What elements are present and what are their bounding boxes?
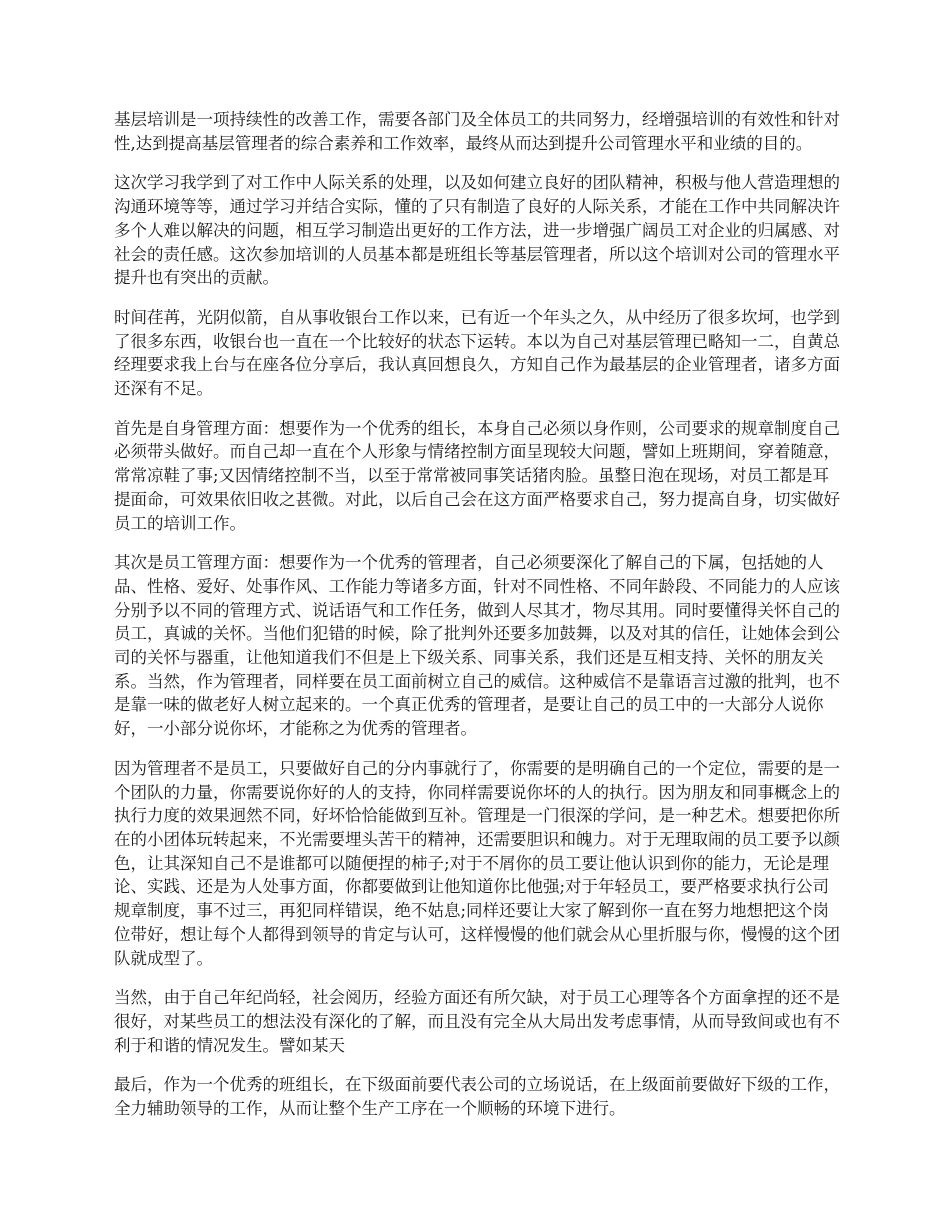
paragraph-self-management: 首先是自身管理方面：想要作为一个优秀的组长，本身自己必须以身作则，公司要求的规章制度自己必须带头做好。而自己却一直在个人形象与情绪控制方面呈现较大问题，譬如上班期间，穿着随意，常常凉鞋了事;又因情绪控制不当，以至于常常被同事笑话猪肉脸。虽整日泡在现场，对员工都是耳提面命，可效果依旧收之甚微。对此，以后自己会在这方面严格要求自己，努力提高自身，切实做好员工的培训工作。 [114,418,840,533]
paragraph-learning: 这次学习我学到了对工作中人际关系的处理，以及如何建立良好的团队精神，积极与他人营造理想的沟通环境等等，通过学习并结合实际，懂的了只有制造了良好的人际关系，才能在工作中共同解决许多个人难以解决的问题，相互学习制造出更好的工作方法，进一步增强广阔员工对企业的归属感、对社会的责任感。这次参加培训的人员基本都是班组长等基层管理者，所以这个培训对公司的管理水平提升也有突出的贡献。 [114,173,840,288]
paragraph-conclusion: 最后，作为一个优秀的班组长，在下级面前要代表公司的立场说话，在上级面前要做好下级的工作，全力辅助领导的工作，从而让整个生产工序在一个顺畅的环境下进行。 [114,1075,840,1119]
paragraph-manager-role: 因为管理者不是员工，只要做好自己的分内事就行了，你需要的是明确自己的一个定位，需要的是一个团队的力量，你需要说你好的人的支持，你同样需要说你坏的人的执行。因为朋友和同事概念上的执行力度的效果迥然不同，好坏恰恰能做到互补。管理是一门很深的学问，是一种艺术。想要把你所在的小团体玩转起来，不光需要埋头苦干的精神，还需要胆识和魄力。对于无理取闹的员工要予以颜色，让其深知自己不是谁都可以随便捏的柿子;对于不屑你的员工要让他认识到你的能力，无论是理论、实践、还是为人处事方面，你都要做到让他知道你比他强;对于年轻员工，要严格要求执行公司规章制度，事不过三，再犯同样错误，绝不姑息;同样还要让大家了解到你一直在努力地想把这个岗位带好，想让每个人都得到领导的肯定与认可，这样慢慢的他们就会从心里折服与你，慢慢的这个团队就成型了。 [114,758,840,968]
paragraph-staff-management: 其次是员工管理方面：想要作为一个优秀的管理者，自己必须要深化了解自己的下属，包括她的人品、性格、爱好、处事作风、工作能力等诸多方面，针对不同性格、不同年龄段、不同能力的人应该分别予以不同的管理方式、说话语气和工作任务，做到人尽其才，物尽其用。同时要懂得关怀自己的员工，真诚的关怀。当他们犯错的时候，除了批判外还要多加鼓舞，以及对其的信任，让她体会到公司的关怀与器重，让他知道我们不但是上下级关系、同事关系，我们还是互相支持、关怀的朋友关系。当然，作为管理者，同样要在员工面前树立自己的威信。这种威信不是靠语言过激的批判，也不是靠一味的做老好人树立起来的。一个真正优秀的管理者，是要让自己的员工中的一大部分人说你好，一小部分说你坏，才能称之为优秀的管理者。 [114,553,840,739]
document-body [114,108,840,1137]
paragraph-intro: 基层培训是一项持续性的改善工作，需要各部门及全体员工的共同努力，经增强培训的有效性和针对性,达到提高基层管理者的综合素养和工作效率，最终从而达到提升公司管理水平和业绩的目的。 [114,110,840,153]
paragraph-shortcomings: 当然，由于自己年纪尚轻，社会阅历，经验方面还有所欠缺，对于员工心理等各个方面拿捏的还不是很好，对某些员工的想法没有深化的了解，而且没有完全从大局出发考虑事情，从而导致间或也有不利于和谐的情况发生。譬如某天 [114,988,840,1055]
paragraph-experience: 时间荏苒，光阴似箭，自从事收银台工作以来，已有近一个年头之久，从中经历了很多坎坷，也学到了很多东西，收银台也一直在一个比较好的状态下运转。本以为自己对基层管理已略知一二，自黄总经理要求我上台与在座各位分享后，我认真回想良久，方知自己作为最基层的企业管理者，诸多方面还深有不足。 [114,307,840,399]
